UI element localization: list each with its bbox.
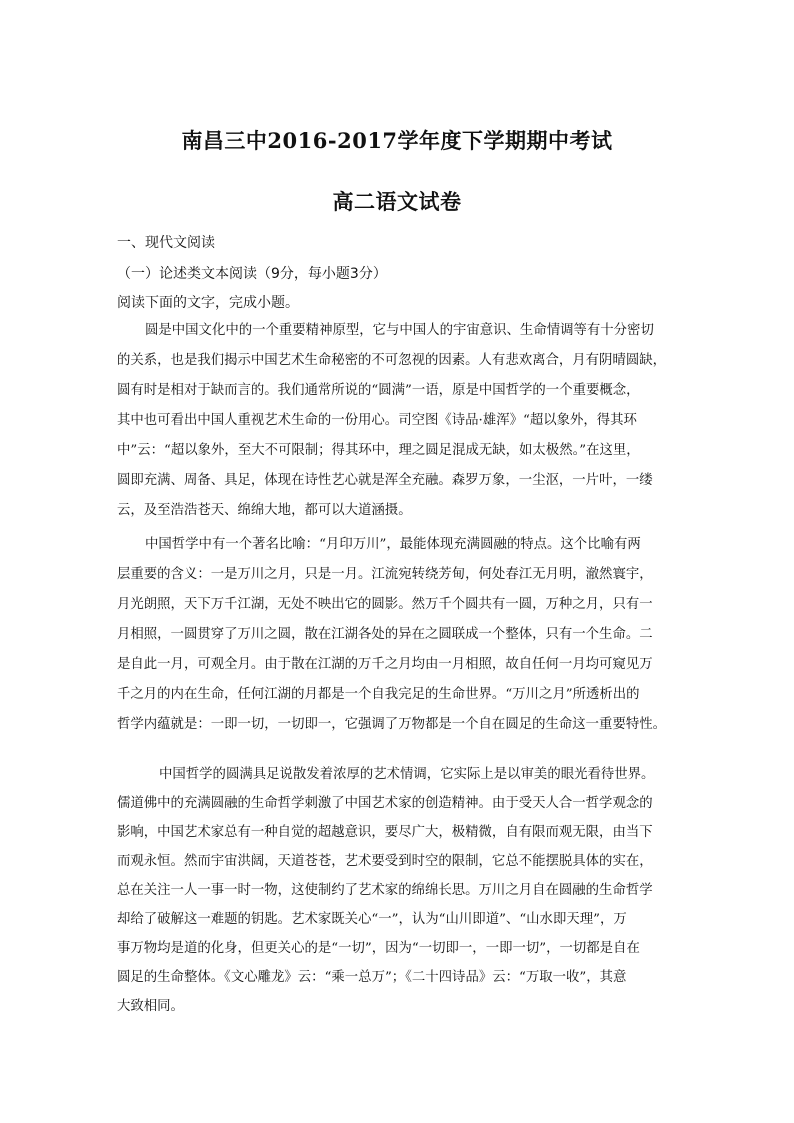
paragraph-line: 而观永恒。然而宇宙洪阔，天道苍苍，艺术要受到时空的限制，它总不能摆脱具体的实在， <box>117 854 653 869</box>
section-heading: 一、现代文阅读 <box>117 235 215 251</box>
reading-instruction: 阅读下面的文字，完成小题。 <box>117 295 299 311</box>
paragraph-line: 圆是中国文化中的一个重要精神原型，它与中国人的宇宙意识、生命情调等有十分密切 <box>145 323 654 338</box>
paragraph-line: 总在关注一人一事一时一物，这使制约了艺术家的绵绵长思。万川之月自在圆融的生命哲学 <box>117 883 653 898</box>
paragraph-line: 月相照，一圆贯穿了万川之圆，散在江湖各处的异在之圆联成一个整体，只有一个生命。二 <box>117 627 653 642</box>
paragraph-line: 儒道佛中的充满圆融的生命哲学刺激了中国艺术家的创造精神。由于受天人合一哲学观念的 <box>117 796 653 811</box>
paragraph-line: 影响，中国艺术家总有一种自觉的超越意识，要尽广大，极精微，自有限而观无限，由当下 <box>117 825 653 840</box>
paragraph-line: 是自此一月，可观全月。由于散在江湖的万千之月均由一月相照，故自任何一月均可窥见万 <box>117 657 653 672</box>
paragraph-line: 其中也可看出中国人重视艺术生命的一份用心。司空图《诗品·雄浑》“超以象外，得其环 <box>117 413 637 428</box>
paragraph-line: 的关系，也是我们揭示中国艺术生命秘密的不可忽视的因素。人有悲欢离合，月有阴晴圆缺， <box>117 353 667 368</box>
paragraph-line: 中国哲学中有一个著名比喻：“月印万川”，最能体现充满圆融的特点。这个比喻有两 <box>145 537 641 552</box>
paragraph-line: 事万物均是道的化身，但更关心的是“一切”，因为“一切即一，一即一切”，一切都是自在 <box>117 941 640 956</box>
paragraph-line: 中”云：“超以象外，至大不可限制；得其环中，理之圆足混成无缺，如太极然。”在这里， <box>117 443 640 458</box>
paragraph-line: 圆足的生命整体。《文心雕龙》云：“乘一总万”；《二十四诗品》云：“万取一收”，其意 <box>117 970 627 985</box>
paragraph-line: 哲学内蕴就是：一即一切，一切即一，它强调了万物都是一个自在圆足的生命这一重要特性。 <box>117 717 667 732</box>
paragraph-line: 层重要的含义：一是万川之月，只是一月。江流宛转绕芳甸，何处春江无月明，澈然寰宇， <box>117 567 653 582</box>
exam-title: 南昌三中2016-2017学年度下学期期中考试 <box>181 128 613 153</box>
paragraph-line: 千之月的内在生命，任何江湖的月都是一个自我完足的生命世界。“万川之月”所透析出的 <box>117 687 640 702</box>
paragraph-line: 中国哲学的圆满具足说散发着浓厚的艺术情调，它实际上是以审美的眼光看待世界。 <box>159 767 655 782</box>
paragraph-line: 圆有时是相对于缺而言的。我们通常所说的“圆满”一语，原是中国哲学的一个重要概念， <box>117 383 640 398</box>
paragraph-line: 月光朗照，天下万千江湖，无处不映出它的圆影。然万千个圆共有一圆，万种之月，只有一 <box>117 597 653 612</box>
paragraph-line: 圆即充满、周备、具足，体现在诗性艺心就是浑全充融。森罗万象，一尘沤，一片叶，一缕 <box>117 473 653 488</box>
paragraph-line: 却给了破解这一难题的钥匙。艺术家既关心“一”，认为“山川即道”、“山水即天理”，万 <box>117 912 627 927</box>
subsection-heading: （一）论述类文本阅读（9分，每小题3分） <box>117 266 387 282</box>
paragraph-line: 云，及至浩浩苍天、绵绵大地，都可以大道涵摄。 <box>117 503 412 518</box>
exam-subtitle: 高二语文试卷 <box>332 189 462 214</box>
paragraph-line: 大致相同。 <box>117 999 184 1014</box>
